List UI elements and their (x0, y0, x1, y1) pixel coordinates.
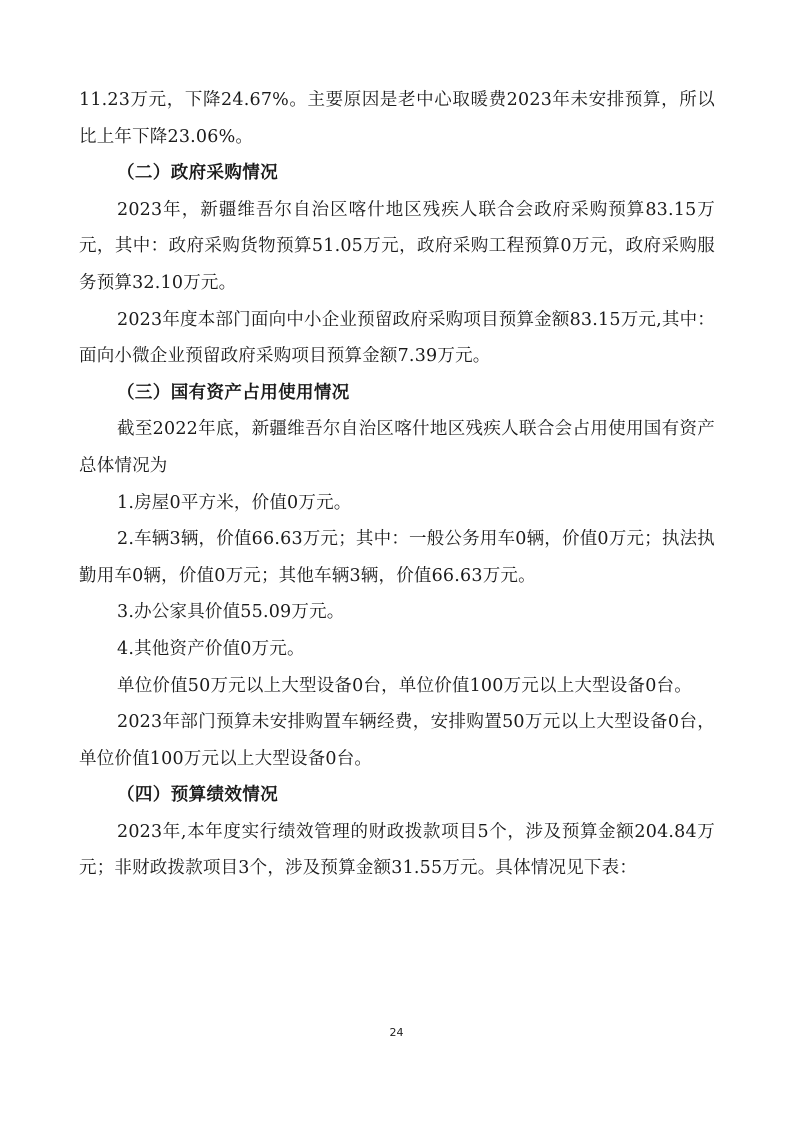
paragraph-furniture: 3.办公家具价值55.09万元。 (117, 602, 345, 623)
paragraph-other-assets: 4.其他资产价值0万元。 (117, 638, 305, 659)
heading-government-procurement: （二）政府采购情况 (117, 163, 279, 184)
paragraph-purchase-plan: 2023年部门预算未安排购置车辆经费，安排购置50万元以上大型设备0台，单位价值100万元以上大型设备0台。 (79, 712, 715, 769)
paragraph-performance-projects: 2023年,本年度实行绩效管理的财政拨款项目5个，涉及预算金额204.84万元；非财政拨款项目3个，涉及预算金额31.55万元。具体情况见下表： (79, 821, 715, 879)
paragraph-sme-reserved: 2023年度本部门面向中小企业预留政府采购项目预算金额83.15万元,其中：面向小微企业预留政府采购项目预算金额7.39万元。 (79, 309, 715, 367)
document-body (79, 82, 715, 887)
paragraph-assets-overview: 截至2022年底，新疆维吾尔自治区喀什地区残疾人联合会占用使用国有资产总体情况为 (79, 419, 715, 476)
paragraph-housing: 1.房屋0平方米，价值0万元。 (117, 492, 352, 513)
paragraph-large-equipment: 单位价值50万元以上大型设备0台，单位价值100万元以上大型设备0台。 (117, 675, 692, 696)
heading-state-assets: （三）国有资产占用使用情况 (117, 382, 350, 403)
paragraph-vehicles: 2.车辆3辆，价值66.63万元；其中：一般公务用车0辆，价值0万元；执法执勤用车0辆，价值0万元；其他车辆3辆，价值66.63万元。 (79, 529, 715, 586)
paragraph-heating-cost: 11.23万元，下降24.67%。主要原因是老中心取暖费2023年未安排预算，所以比上年下降23.06%。 (79, 90, 715, 147)
paragraph-procurement-budget: 2023年，新疆维吾尔自治区喀什地区残疾人联合会政府采购预算83.15万元，其中：政府采购货物预算51.05万元，政府采购工程预算0万元，政府采购服务预算32.10万元。 (79, 199, 715, 293)
heading-performance: （四）预算绩效情况 (117, 785, 279, 806)
page-number: 24 (389, 1026, 404, 1039)
